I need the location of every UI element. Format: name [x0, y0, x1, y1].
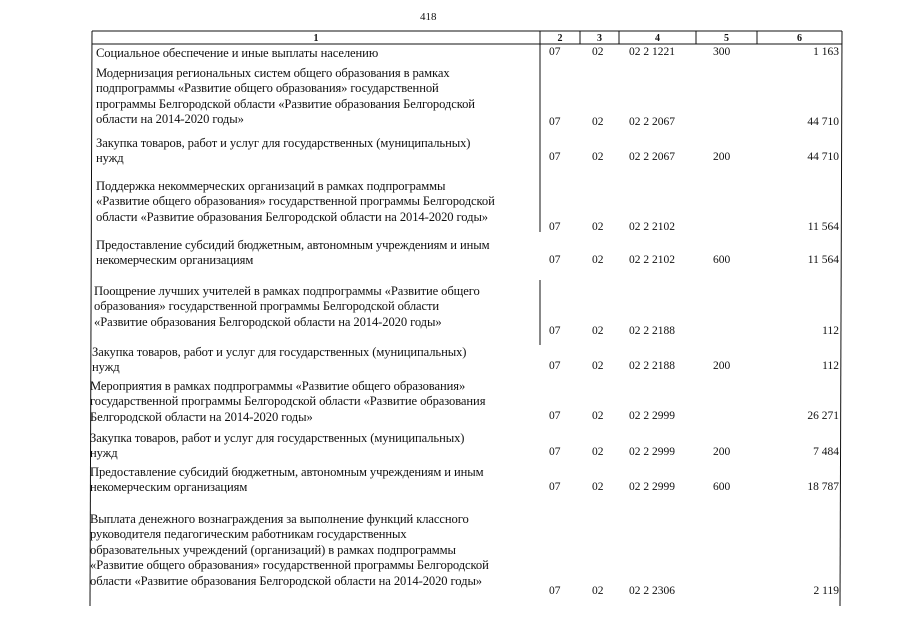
description-line: Белгородской области на 2014-2020 годы»	[90, 409, 313, 424]
subsection-code: 02	[592, 446, 604, 458]
description-line: Социальное обеспечение и иные выплаты населению	[96, 46, 379, 60]
section-code: 07	[549, 360, 561, 372]
column-header-3: 3	[597, 33, 602, 44]
row-description	[96, 46, 378, 61]
section-code: 07	[549, 481, 561, 493]
row-description	[96, 179, 495, 225]
subsection-code: 02	[592, 410, 604, 422]
column-header-4: 4	[655, 33, 660, 44]
section-code: 07	[549, 151, 561, 163]
description-line: Поощрение лучших учителей в рамках подпрограммы «Развитие общего	[94, 284, 480, 298]
description-line: образовательных учреждений (организаций) в рамках подпрограммы	[90, 542, 456, 557]
amount-value: 18 787	[807, 481, 839, 493]
description-line: «Развитие общего образования» государственной программы Белгородской	[96, 194, 495, 209]
column-header-1: 1	[313, 33, 319, 44]
section-code: 07	[549, 221, 561, 233]
subsection-code: 02	[592, 325, 604, 337]
description-line: нужд	[96, 151, 124, 166]
amount-value: 7 484	[813, 446, 839, 458]
section-code: 07	[549, 116, 561, 128]
target-article-code: 02 2 2188	[629, 325, 675, 337]
section-code: 07	[549, 585, 561, 597]
amount-value: 1 163	[813, 46, 839, 58]
description-line: нужд	[92, 360, 120, 375]
description-line: некомерческим организациям	[96, 253, 254, 268]
expense-type-code: 200	[713, 360, 731, 372]
description-line: нужд	[90, 446, 118, 461]
amount-value: 112	[822, 360, 839, 372]
page-number: 418	[420, 11, 437, 23]
expense-type-code: 600	[713, 254, 731, 266]
row-description	[96, 136, 470, 167]
section-code: 07	[549, 325, 561, 337]
section-code: 07	[549, 446, 561, 458]
amount-value: 112	[822, 325, 839, 337]
description-line: образования» государственной программы Белгородской области	[94, 299, 440, 314]
amount-value: 11 564	[807, 221, 839, 233]
amount-value: 2 119	[813, 585, 839, 597]
description-line: Выплата денежного вознаграждения за выполнение функций классного	[90, 512, 469, 526]
subsection-code: 02	[592, 46, 604, 58]
amount-value: 26 271	[807, 410, 839, 422]
description-line: Предоставление субсидий бюджетным, автономным учреждениям и иным	[90, 465, 484, 479]
row-description	[90, 465, 484, 496]
expense-type-code: 600	[713, 481, 731, 493]
column-header-6: 6	[797, 33, 802, 44]
section-code: 07	[549, 410, 561, 422]
target-article-code: 02 2 2999	[629, 446, 675, 458]
description-line: Предоставление субсидий бюджетным, автономным учреждениям и иным	[96, 238, 490, 252]
target-article-code: 02 2 2999	[629, 410, 675, 422]
description-line: «Развитие общего образования» государственной программы Белгородской	[90, 558, 489, 573]
row-description	[92, 345, 466, 376]
description-line: руководителя педагогическим работникам государственных	[90, 527, 407, 542]
description-line: Модернизация региональных систем общего образования в рамках	[96, 66, 450, 80]
description-line: области «Развитие образования Белгородской области на 2014-2020 годы»	[90, 573, 482, 588]
column-header-2: 2	[557, 33, 563, 44]
section-code: 07	[549, 254, 561, 266]
subsection-code: 02	[592, 585, 604, 597]
subsection-code: 02	[592, 481, 604, 493]
expense-type-code: 200	[713, 446, 731, 458]
row-description	[90, 379, 485, 425]
target-article-code: 02 2 2999	[629, 481, 675, 493]
description-line: Закупка товаров, работ и услуг для государственных (муниципальных)	[92, 345, 467, 359]
expense-type-code: 200	[713, 151, 731, 163]
description-line: Закупка товаров, работ и услуг для государственных (муниципальных)	[96, 136, 471, 150]
target-article-code: 02 2 2067	[629, 151, 675, 163]
row-description	[96, 238, 490, 269]
target-article-code: 02 2 2188	[629, 360, 675, 372]
row-description	[90, 512, 489, 589]
description-line: «Развитие образования Белгородской области на 2014-2020 годы»	[94, 314, 442, 329]
description-line: программы Белгородской области «Развитие образования Белгородской	[96, 96, 475, 111]
row-description	[90, 431, 464, 462]
description-line: некомерческим организациям	[90, 480, 248, 495]
description-line: Закупка товаров, работ и услуг для государственных (муниципальных)	[90, 431, 465, 445]
target-article-code: 02 2 2102	[629, 221, 675, 233]
description-line: Поддержка некоммерческих организаций в рамках подпрограммы	[96, 179, 446, 193]
description-line: подпрограммы «Развитие общего образования» государственной	[96, 81, 439, 96]
amount-value: 11 564	[807, 254, 839, 266]
description-line: области на 2014-2020 годы»	[96, 112, 244, 127]
subsection-code: 02	[592, 116, 604, 128]
target-article-code: 02 2 2306	[629, 585, 675, 597]
target-article-code: 02 2 2102	[629, 254, 675, 266]
subsection-code: 02	[592, 360, 604, 372]
section-code: 07	[549, 46, 561, 58]
subsection-code: 02	[592, 254, 604, 266]
description-line: области «Развитие образования Белгородской области на 2014-2020 годы»	[96, 209, 488, 224]
row-description	[96, 66, 475, 128]
subsection-code: 02	[592, 151, 604, 163]
target-article-code: 02 2 2067	[629, 116, 675, 128]
expense-type-code: 300	[713, 46, 731, 58]
subsection-code: 02	[592, 221, 604, 233]
description-line: Мероприятия в рамках подпрограммы «Развитие общего образования»	[90, 379, 466, 393]
description-line: государственной программы Белгородской области «Развитие образования	[90, 394, 486, 409]
target-article-code: 02 2 1221	[629, 46, 675, 58]
amount-value: 44 710	[807, 116, 839, 128]
row-description	[94, 284, 480, 330]
column-header-5: 5	[724, 33, 729, 44]
amount-value: 44 710	[807, 151, 839, 163]
